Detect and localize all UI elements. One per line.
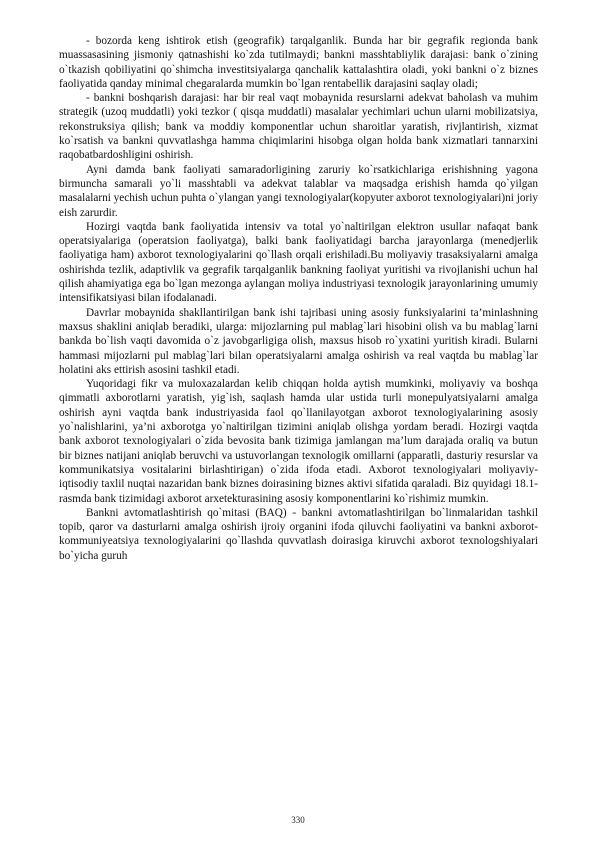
paragraph: - bozorda keng ishtirok etish (geografik) tarqalganlik. Bunda har bir gegrafik regionda bank muassasasining jismoniy qatnashishi ko`zda tutilmaydi; bankni masshtabliylik darajasi: bank o`zining o`tkazish qobiliyatini qo`shimcha investitsiyalarga qanchalik kattalashtira oladi, yoki bankni o`z biznes faoliyatida qanday minimal chegaralarda mumkin bo`lgan rentabellik darajasini saqlay oladi; [59,35,538,90]
paragraph: Hozirgi vaqtda bank faoliyatida intensiv va total yo`naltirilgan elektron usullar nafaqat bank operatsiyalariga (operatsion faoliyatga), balki bank faoliyatidagi barcha jarayonlarga (menedjerlik faoliyatiga ham) axborot texnologiyalarini qo`llash orqali erishiladi.Bu moliyaviy trasaksiyalarni amalga oshirishda tezlik, adaptivlik va gegrafik tarqalganlik bankning faoliyat yuritishi va rivojlanishi uchun hal qilish ahamiyatiga ega bo`lgan mezonga aylangan moliya industriyasi texnologik jarayonlarining umumiy intensifikatsiyasi bilan ifodalanadi. [59,220,538,305]
page-body [59,34,538,563]
paragraph: - bankni boshqarish darajasi: har bir real vaqt mobaynida resurslarni adekvat baholash va muhim strategik (uzoq muddatli) yoki tezkor ( qisqa muddatli) masalalar yechimlari uchun ularni mobilizatsiya, rekonstruksiya qilish; bank va moddiy komponentlar uchun sharoitlar yaratish, rivjlantirish, xizmat ko`rsatish va bankni quvvatlashga hamma chiqimlarini hisobga olgan holda bank xizmatlari tannarxini raqobatbardoshligini oshirish. [59,92,538,162]
paragraph: Yuqoridagi fikr va muloxazalardan kelib chiqqan holda aytish mumkinki, moliyaviy va boshqa qimmatli axborotlarni yaratish, yig`ish, saqlash hamda ular ustida turli monepulyatsiyalarni amalga oshirish ayni vaqtda bank industriyasida faol qo`llanilayotgan axborot texnologiyalarining asosiy yo`nalishlarini, ya’ni axborotga yo`naltirilgan tizimini aniqlab olishga yordam beradi. Hozirgi vaqtda bank axborot texnologiyalari o`zida bevosita bank tizimiga jamlangan ma’lum darajada oraliq va butun bir biznes natijani aniqlab beruvchi va ustuvorlangan texnologik omillarni (apparatli, dasturiy resurslar va kommunikatsiya vositalarini birlashtirigan) o`zida ifoda etadi. Axborot texnologiyalari moliyaviy-iqtisodiy taxlil nuqtai nazaridan bank biznes doirasining biznes aktivi sifatida qaraladi. Biz quyidagi 18.1-rasmda bank tizimidagi axborot arxetekturasining asosiy komponentlarini ko`rishimiz mumkin. [59,378,538,505]
paragraph: Bankni avtomatlashtirish qo`mitasi (BAQ) - bankni avtomatlashtirilgan bo`linmalaridan tashkil topib, qaror va dasturlarni amalga oshirish ijroiy organini ifoda qiluvchi faoliyatini va bankni axborot-kommuniyeatsiya texnologiyalarini qo`llashda quvvatlash doirasiga kiruvchi axborot texnologshiyalari bo`yicha guruh [59,506,538,562]
page-number: 330 [291,815,305,825]
paragraph: Ayni damda bank faoliyati samaradorligining zaruriy ko`rsatkichlariga erishishning yagona birmuncha samarali yo`li masshtabli va adekvat talablar va maqsadga erishish hamda qo`yilgan masalalarni yechish uchun puhta o`ylangan yangi texnologiyalar(kopyuter axborot texnologiyalari)ni joriy eish zarurdir. [59,163,538,219]
paragraph: Davrlar mobaynida shakllantirilgan bank ishi tajribasi uning asosiy funksiyalarini ta’minlashning maxsus shaklini aniqlab beradiki, ularga: mijozlarning pul mablag`lari hisobini olish va bu mablag`larni bankda bo`lish vaqti davomida o`z javobgarligiga olish, maxsus hisob ro`yxatini yuritish kiradi. Bularni hammasi mijozlarni pul mablag`lari bilan operatsiyalarni amalga oshirish va real vaqtda bu mablag`lar holatini aks ettirish asosini tashkil etadi. [59,306,538,376]
